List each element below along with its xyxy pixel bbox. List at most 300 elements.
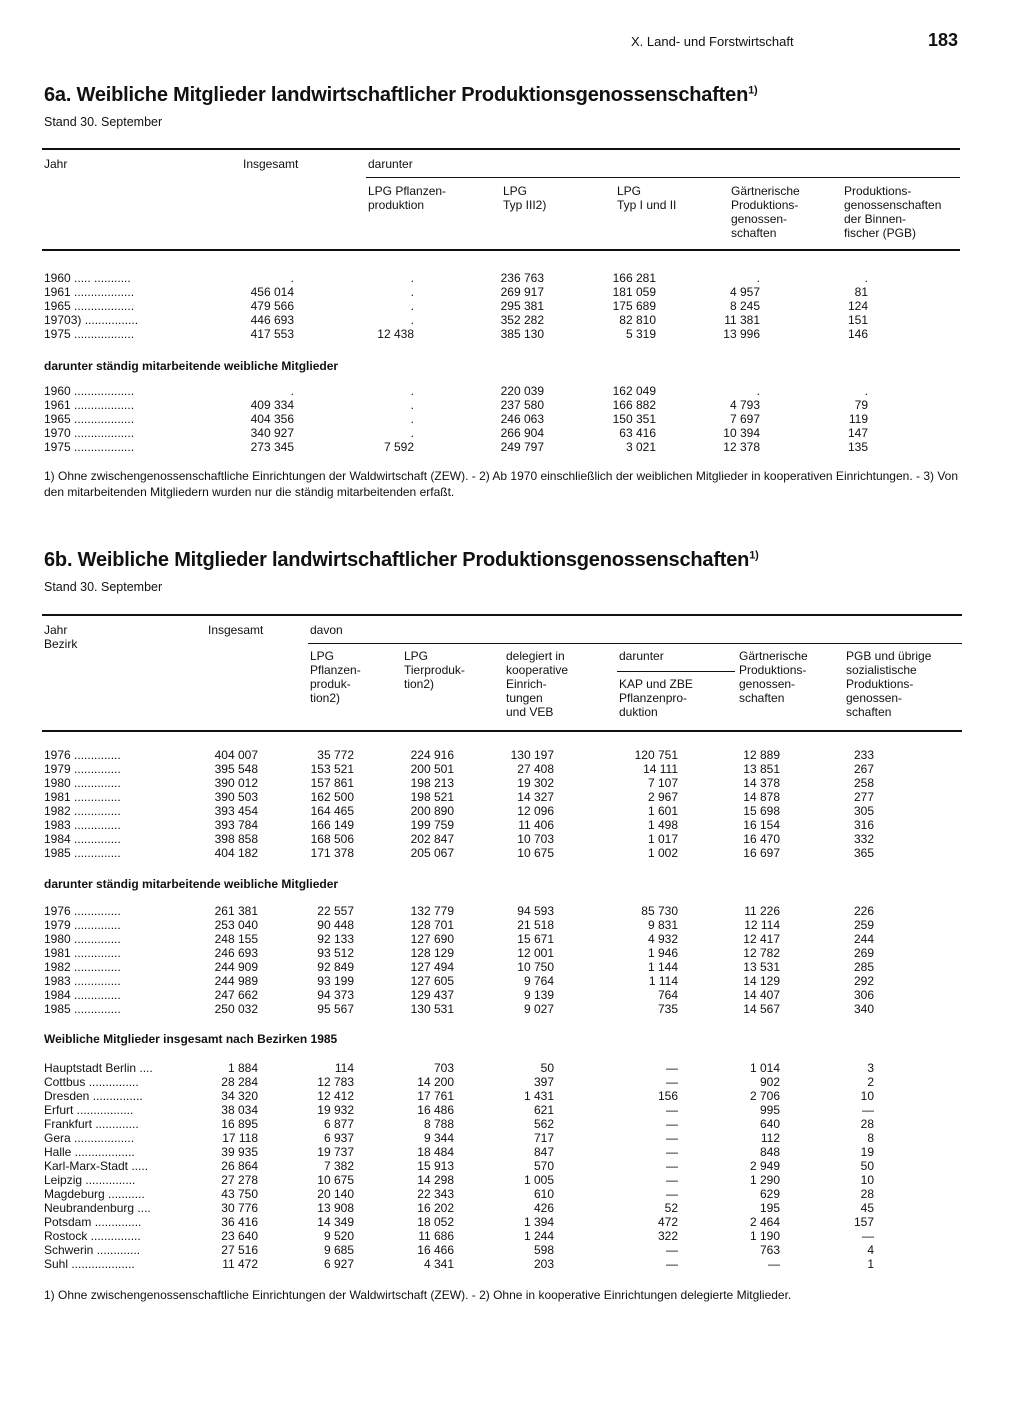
table-row [44,1075,874,1089]
table-cell: 269 917 [500,285,544,299]
table-cell: 292 [853,974,874,988]
table-cell: 50 [860,1159,874,1173]
table-row [44,1103,874,1117]
table-cell: 6 937 [323,1131,354,1145]
table-cell: . [290,384,294,398]
table-cell: 63 416 [619,426,656,440]
table-6b-subheading-1: darunter ständig mitarbeitende weibliche Mitglieder [44,877,339,891]
table-cell: 22 557 [317,904,354,918]
table-cell: 16 895 [221,1117,258,1131]
table-cell: 166 882 [612,398,656,412]
table-cell: 4 793 [729,398,760,412]
table-row [44,1061,874,1075]
table-cell: 244 [853,932,874,946]
table-cell: 610 [533,1187,554,1201]
table-6a-subheading: darunter ständig mitarbeitende weibliche Mitglieder [44,359,339,373]
table-6b-body [44,748,874,860]
table-cell: 164 465 [310,804,354,818]
table-cell: 19 932 [317,1103,354,1117]
table-cell: 306 [853,988,874,1002]
table-6b-body-3 [44,1061,874,1271]
table-6b-davon-rule [308,643,962,644]
table-cell: 12 782 [743,946,780,960]
table-6b-rows-3 [44,1061,874,1271]
table-6a-stand: Stand 30. September [44,115,163,129]
table-cell: 472 [657,1215,678,1229]
table-cell: 14 567 [743,1002,780,1016]
table-row [44,804,874,818]
table-cell: 8 [867,1131,874,1145]
table-row [44,776,874,790]
row-label: Karl-Marx-Stadt ..... [44,1159,149,1173]
table-cell: — [666,1257,678,1271]
table-cell: 244 909 [214,960,258,974]
table-cell: 1 005 [523,1173,554,1187]
table-row [44,918,874,932]
table-cell: 12 889 [743,748,780,762]
table-cell: 385 130 [500,327,544,341]
table-cell: 426 [533,1201,554,1215]
table-cell: 9 831 [647,918,678,932]
table-cell: 95 567 [317,1002,354,1016]
table-6b-col-gaertnerische: Gärtnerische Produktions- genossen- schaften [739,649,808,705]
table-cell: 5 319 [625,327,656,341]
table-cell: 404 182 [214,846,258,860]
table-cell: 3 [867,1061,874,1075]
row-label: 1960 .................. [44,384,135,398]
row-label: 1961 .................. [44,285,135,299]
table-cell: 36 416 [221,1215,258,1229]
table-cell: 151 [847,313,868,327]
table-cell: 10 675 [317,1173,354,1187]
table-cell: 10 [860,1089,874,1103]
row-label: Erfurt ................. [44,1103,134,1117]
table-cell: 456 014 [250,285,294,299]
table-row [44,946,874,960]
table-6b-col-darunter: darunter [619,649,664,663]
table-cell: — [862,1229,874,1243]
table-cell: 2 967 [647,790,678,804]
table-cell: 7 697 [729,412,760,426]
row-label: 1984 .............. [44,832,121,846]
table-cell: 261 381 [214,904,258,918]
row-label: 1985 .............. [44,1002,121,1016]
table-cell: 10 [860,1173,874,1187]
table-cell: 93 512 [317,946,354,960]
table-cell: 127 605 [410,974,454,988]
table-cell: 162 049 [612,384,656,398]
row-label: 1979 .............. [44,762,121,776]
row-label: Gera .................. [44,1131,135,1145]
table-6b-col-tier: LPG Tierproduk- tion2) [404,649,465,691]
table-cell: 393 454 [214,804,258,818]
table-cell: 19 [860,1145,874,1159]
table-cell: 479 566 [250,299,294,313]
table-cell: 847 [533,1145,554,1159]
table-cell: 2 [867,1075,874,1089]
table-cell: 16 697 [743,846,780,860]
table-cell: 130 197 [510,748,554,762]
table-row [44,1229,874,1243]
row-label: 1975 .................. [44,440,135,454]
row-label: Frankfurt ............. [44,1117,139,1131]
table-row [44,988,874,1002]
row-label: Magdeburg ........... [44,1187,145,1201]
table-cell: — [666,1173,678,1187]
table-cell: — [666,1159,678,1173]
row-label: 1976 .............. [44,748,121,762]
row-label: 1976 .............. [44,904,121,918]
table-cell: 14 378 [743,776,780,790]
table-6b-col-jahr-bezirk: Jahr Bezirk [44,623,78,651]
table-cell: 253 040 [214,918,258,932]
table-cell: 629 [759,1187,780,1201]
table-cell: . [864,271,868,285]
row-label: 1984 .............. [44,988,121,1002]
table-cell: 12 378 [723,440,760,454]
table-cell: 995 [759,1103,780,1117]
table-cell: 45 [860,1201,874,1215]
table-6b-darunter-rule [617,671,735,672]
table-cell: 52 [664,1201,678,1215]
table-cell: 14 200 [417,1075,454,1089]
table-cell: 305 [853,804,874,818]
table-cell: 22 343 [417,1187,454,1201]
table-cell: 250 032 [214,1002,258,1016]
table-cell: 8 788 [423,1117,454,1131]
table-6a-body-2 [44,384,868,454]
table-cell: 28 [860,1117,874,1131]
table-6a-col-typ3: LPG Typ III2) [503,184,547,212]
table-row [44,1173,874,1187]
table-cell: 202 847 [410,832,454,846]
row-label: 1960 ..... ........... [44,271,131,285]
table-cell: 28 [860,1187,874,1201]
table-cell: . [756,271,760,285]
table-row [44,440,868,454]
table-cell: 198 521 [410,790,454,804]
table-cell: 1 601 [647,804,678,818]
table-cell: 316 [853,818,874,832]
table-6b-subheading-2: Weibliche Mitglieder insgesamt nach Bezirken 1985 [44,1032,338,1046]
table-cell: . [410,426,414,440]
table-cell: 269 [853,946,874,960]
row-label: Cottbus ............... [44,1075,139,1089]
table-row [44,748,874,762]
table-cell: 15 698 [743,804,780,818]
table-6a-col-darunter: darunter [368,157,413,171]
table-cell: 1 290 [749,1173,780,1187]
table-cell: 50 [540,1061,554,1075]
table-cell: 322 [657,1229,678,1243]
table-cell: 14 327 [517,790,554,804]
table-cell: 27 516 [221,1243,258,1257]
table-cell: 124 [847,299,868,313]
row-label: 1981 .............. [44,790,121,804]
table-cell: 14 111 [643,762,678,776]
table-cell: 130 531 [410,1002,454,1016]
table-cell: 226 [853,904,874,918]
table-cell: 6 927 [323,1257,354,1271]
table-cell: 132 779 [410,904,454,918]
table-cell: 147 [847,426,868,440]
table-row [44,974,874,988]
table-row [44,1201,874,1215]
table-cell: 248 155 [214,932,258,946]
table-row [44,1145,874,1159]
table-cell: 17 118 [222,1131,258,1145]
table-cell: 23 640 [221,1229,258,1243]
table-cell: 10 675 [517,846,554,860]
row-label: Suhl ................... [44,1257,135,1271]
table-cell: 9 139 [523,988,554,1002]
table-cell: — [666,1187,678,1201]
row-label: 1980 .............. [44,776,121,790]
table-cell: 181 059 [612,285,656,299]
table-cell: — [666,1145,678,1159]
table-cell: 16 486 [417,1103,454,1117]
table-cell: 1 144 [647,960,678,974]
table-row [44,1187,874,1201]
table-cell: 735 [657,1002,678,1016]
table-cell: 266 904 [500,426,544,440]
table-6a-header-rule [42,249,960,251]
table-cell: 7 592 [383,440,414,454]
table-cell: 1 002 [647,846,678,860]
table-cell: 14 349 [317,1215,354,1229]
table-cell: 30 776 [221,1201,258,1215]
table-cell: 85 730 [641,904,678,918]
section-header: X. Land- und Forstwirtschaft [631,34,794,49]
table-cell: 16 202 [417,1201,454,1215]
table-cell: 10 750 [517,960,554,974]
table-cell: 12 096 [517,804,554,818]
table-cell: 570 [533,1159,554,1173]
row-label: 19703) ................ [44,313,139,327]
table-cell: 703 [433,1061,454,1075]
table-cell: — [666,1243,678,1257]
table-cell: 11 686 [418,1229,454,1243]
table-cell: 247 662 [214,988,258,1002]
row-label: 1979 .............. [44,918,121,932]
table-cell: 38 034 [221,1103,258,1117]
row-label: 1970 .................. [44,426,135,440]
table-6a-col-pgb: Produktions- genossenschaften der Binnen- fischer (PGB) [844,184,942,240]
table-cell: 1 [867,1257,874,1271]
table-cell: 146 [847,327,868,341]
row-label: Potsdam .............. [44,1215,142,1229]
table-6a-top-rule [42,148,960,150]
table-cell: 902 [759,1075,780,1089]
table-row [44,384,868,398]
table-cell: 14 407 [743,988,780,1002]
table-cell: 1 884 [227,1061,258,1075]
table-6b-rows-2 [44,904,874,1016]
table-6b-col-davon: davon [310,623,343,637]
table-cell: 417 553 [250,327,294,341]
table-cell: 12 417 [743,932,780,946]
table-cell: 166 149 [310,818,354,832]
table-6b-col-pflanzen: LPG Pflanzen- produk- tion2) [310,649,361,705]
table-cell: 404 356 [250,412,294,426]
table-cell: 621 [533,1103,554,1117]
row-label: 1980 .............. [44,932,121,946]
table-cell: 11 381 [724,313,760,327]
table-cell: 717 [533,1131,554,1145]
table-cell: 2 706 [749,1089,780,1103]
table-cell: 332 [853,832,874,846]
table-cell: 246 063 [500,412,544,426]
table-6a-col-insgesamt: Insgesamt [243,157,299,171]
table-cell: 397 [533,1075,554,1089]
table-cell: 562 [533,1117,554,1131]
table-6b-top-rule [42,614,962,616]
table-6a-title-text: 6a. Weibliche Mitglieder landwirtschaftlicher Produktionsgenossenschaften [44,84,749,106]
table-cell: 21 518 [517,918,554,932]
table-6b-rows [44,748,874,860]
table-cell: 11 226 [744,904,780,918]
table-cell: . [410,299,414,313]
table-cell: 203 [533,1257,554,1271]
table-cell: 273 345 [250,440,294,454]
table-cell: 12 783 [317,1075,354,1089]
table-cell: 205 067 [410,846,454,860]
row-label: Rostock ............... [44,1229,141,1243]
table-cell: 129 437 [410,988,454,1002]
table-6a-title [44,84,757,107]
table-cell: 640 [759,1117,780,1131]
table-cell: 16 470 [743,832,780,846]
row-label: Dresden ............... [44,1089,143,1103]
table-cell: 295 381 [500,299,544,313]
table-cell: 13 531 [743,960,780,974]
row-label: 1985 .............. [44,846,121,860]
table-cell: — [666,1061,678,1075]
table-cell: 14 878 [743,790,780,804]
table-row [44,1215,874,1229]
table-cell: 598 [533,1243,554,1257]
row-label: Hauptstadt Berlin .... [44,1061,153,1075]
table-cell: 9 520 [323,1229,354,1243]
table-cell: 195 [759,1201,780,1215]
row-label: 1981 .............. [44,946,121,960]
table-cell: 199 759 [410,818,454,832]
table-cell: 6 877 [323,1117,354,1131]
table-cell: . [410,398,414,412]
table-cell: 16 154 [743,818,780,832]
table-cell: 135 [847,440,868,454]
table-cell: 9 027 [523,1002,554,1016]
table-cell: 7 382 [323,1159,354,1173]
table-cell: 114 [334,1061,354,1075]
table-cell: 171 378 [310,846,354,860]
table-cell: 162 500 [310,790,354,804]
table-cell: 220 039 [500,384,544,398]
table-cell: 11 472 [222,1257,258,1271]
table-cell: 244 989 [214,974,258,988]
table-6a-rows [44,271,868,341]
table-cell: 224 916 [410,748,454,762]
table-row [44,1159,874,1173]
table-row [44,1089,874,1103]
table-row [44,271,868,285]
table-cell: 1 394 [523,1215,554,1229]
row-label: 1975 .................. [44,327,135,341]
table-cell: . [410,412,414,426]
table-cell: — [768,1257,780,1271]
table-row [44,299,868,313]
table-cell: 150 351 [612,412,656,426]
row-label: 1982 .............. [44,960,121,974]
row-label: 1983 .............. [44,974,121,988]
table-6a-col-jahr: Jahr [44,157,68,171]
table-cell: 120 751 [634,748,678,762]
table-cell: 19 302 [517,776,554,790]
table-cell: 4 [867,1243,874,1257]
table-cell: 249 797 [500,440,544,454]
table-cell: 166 281 [612,271,656,285]
table-6b-footnote: 1) Ohne zwischengenossenschaftliche Einrichtungen der Waldwirtschaft (ZEW). - 2) Ohne in kooperative Einrichtungen delegierte Mitglieder. [44,1288,792,1302]
table-row [44,904,874,918]
table-cell: 236 763 [500,271,544,285]
table-cell: 12 438 [377,327,414,341]
table-cell: 848 [759,1145,780,1159]
table-cell: 285 [853,960,874,974]
table-6a-col-typ12: LPG Typ I und II [617,184,677,212]
table-cell: 10 394 [723,426,760,440]
table-cell: 18 052 [417,1215,454,1229]
table-6a-col-gaertnerische: Gärtnerische Produktions- genossen- schaften [731,184,800,240]
table-cell: 112 [760,1131,780,1145]
table-cell: 8 245 [729,299,760,313]
table-cell: 258 [853,776,874,790]
table-cell: 395 548 [214,762,258,776]
table-cell: 409 334 [250,398,294,412]
table-row [44,1131,874,1145]
table-cell: 9 764 [523,974,554,988]
table-row [44,762,874,776]
table-cell: 9 685 [323,1243,354,1257]
table-6b-header-rule [42,730,962,732]
table-cell: 13 851 [743,762,780,776]
row-label: 1965 .................. [44,412,135,426]
table-cell: 9 344 [423,1131,454,1145]
table-cell: 27 408 [517,762,554,776]
table-cell: 92 133 [317,932,354,946]
table-cell: — [666,1131,678,1145]
table-6b-col-insgesamt: Insgesamt [208,623,264,637]
table-cell: 267 [853,762,874,776]
table-cell: 157 861 [310,776,354,790]
table-cell: 390 012 [214,776,258,790]
table-cell: 119 [848,412,868,426]
table-cell: 13 908 [317,1201,354,1215]
table-cell: 43 750 [221,1187,258,1201]
table-cell: 168 506 [310,832,354,846]
row-label: 1961 .................. [44,398,135,412]
table-cell: 1 431 [523,1089,554,1103]
table-cell: 1 244 [523,1229,554,1243]
table-cell: 39 935 [221,1145,258,1159]
table-cell: — [666,1103,678,1117]
table-row [44,790,874,804]
table-cell: 1 017 [647,832,678,846]
table-6a-rows-2 [44,384,868,454]
table-cell: 2 464 [749,1215,780,1229]
table-row [44,1257,874,1271]
row-label: 1982 .............. [44,804,121,818]
row-label: Neubrandenburg .... [44,1201,151,1215]
